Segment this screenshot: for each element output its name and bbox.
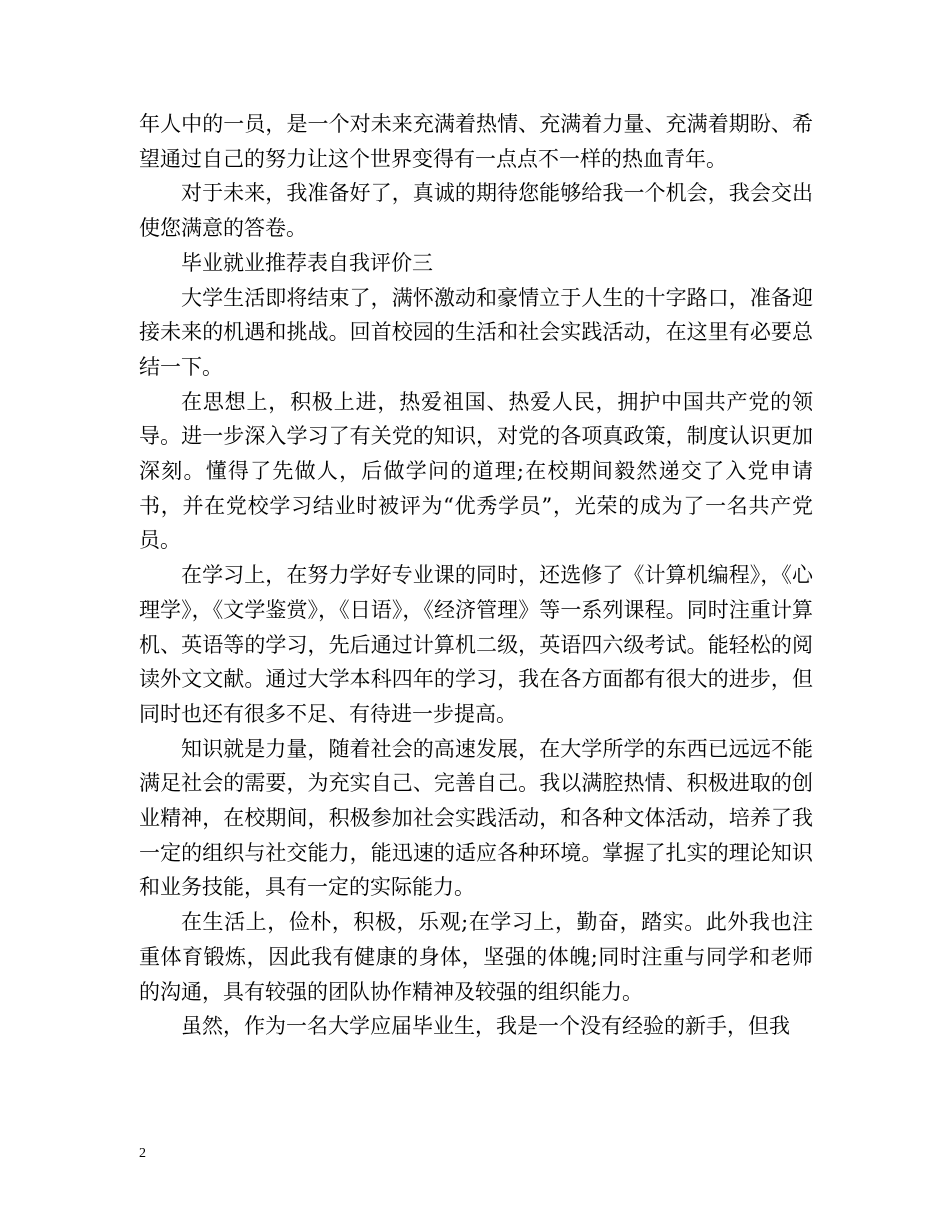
paragraph: 在学习上，在努力学好专业课的同时，还选修了《计算机编程》，《心理学》，《文学鉴赏》，《日语》，《经济管理》等一系列课程。同时注重计算机、英语等的学习，先后通过计算机二级，英语四六级考试。能轻松的阅读外文文献。通过大学本科四年的学习，我在各方面都有很大的进步，但同时也还有很多不足、有待进一步提高。 [139, 563, 813, 726]
paragraph: 在思想上，积极上进，热爱祖国、热爱人民，拥护中国共产党的领导。进一步深入学习了有关党的知识，对党的各项真政策，制度认识更加深刻。懂得了先做人，后做学问的道理;在校期间毅然递交了入党申请书，并在党校学习结业时被评为“优秀学员”，光荣的成为了一名共产党员。 [139, 389, 813, 553]
page-number: 2 [139, 1146, 146, 1161]
paragraph: 知识就是力量，随着社会的高速发展，在大学所学的东西已远远不能满足社会的需要，为充实自己、完善自己。我以满腔热情、积极进取的创业精神，在校期间，积极参加社会实践活动，和各种文体活动，培养了我一定的组织与社交能力，能迅速的适应各种环境。掌握了扎实的理论知识和业务技能，具有一定的实际能力。 [139, 736, 813, 900]
paragraph: 在生活上，俭朴，积极，乐观;在学习上，勤奋，踏实。此外我也注重体育锻炼，因此我有健康的身体，坚强的体魄;同时注重与同学和老师的沟通，具有较强的团队协作精神及较强的组织能力。 [139, 910, 813, 1004]
paragraph: 年人中的一员，是一个对未来充满着热情、充满着力量、充满着期盼、希望通过自己的努力让这个世界变得有一点点不一样的热血青年。 [139, 112, 813, 171]
paragraph: 对于未来，我准备好了，真诚的期待您能够给我一个机会，我会交出使您满意的答卷。 [139, 181, 813, 241]
paragraph: 大学生活即将结束了，满怀激动和豪情立于人生的十字路口，准备迎接未来的机遇和挑战。回首校园的生活和社会实践活动，在这里有必要总结一下。 [139, 285, 813, 379]
document-body [139, 107, 813, 1044]
paragraph: 虽然，作为一名大学应届毕业生，我是一个没有经验的新手，但我 [181, 1014, 790, 1039]
section-heading: 毕业就业推荐表自我评价三 [181, 250, 433, 275]
